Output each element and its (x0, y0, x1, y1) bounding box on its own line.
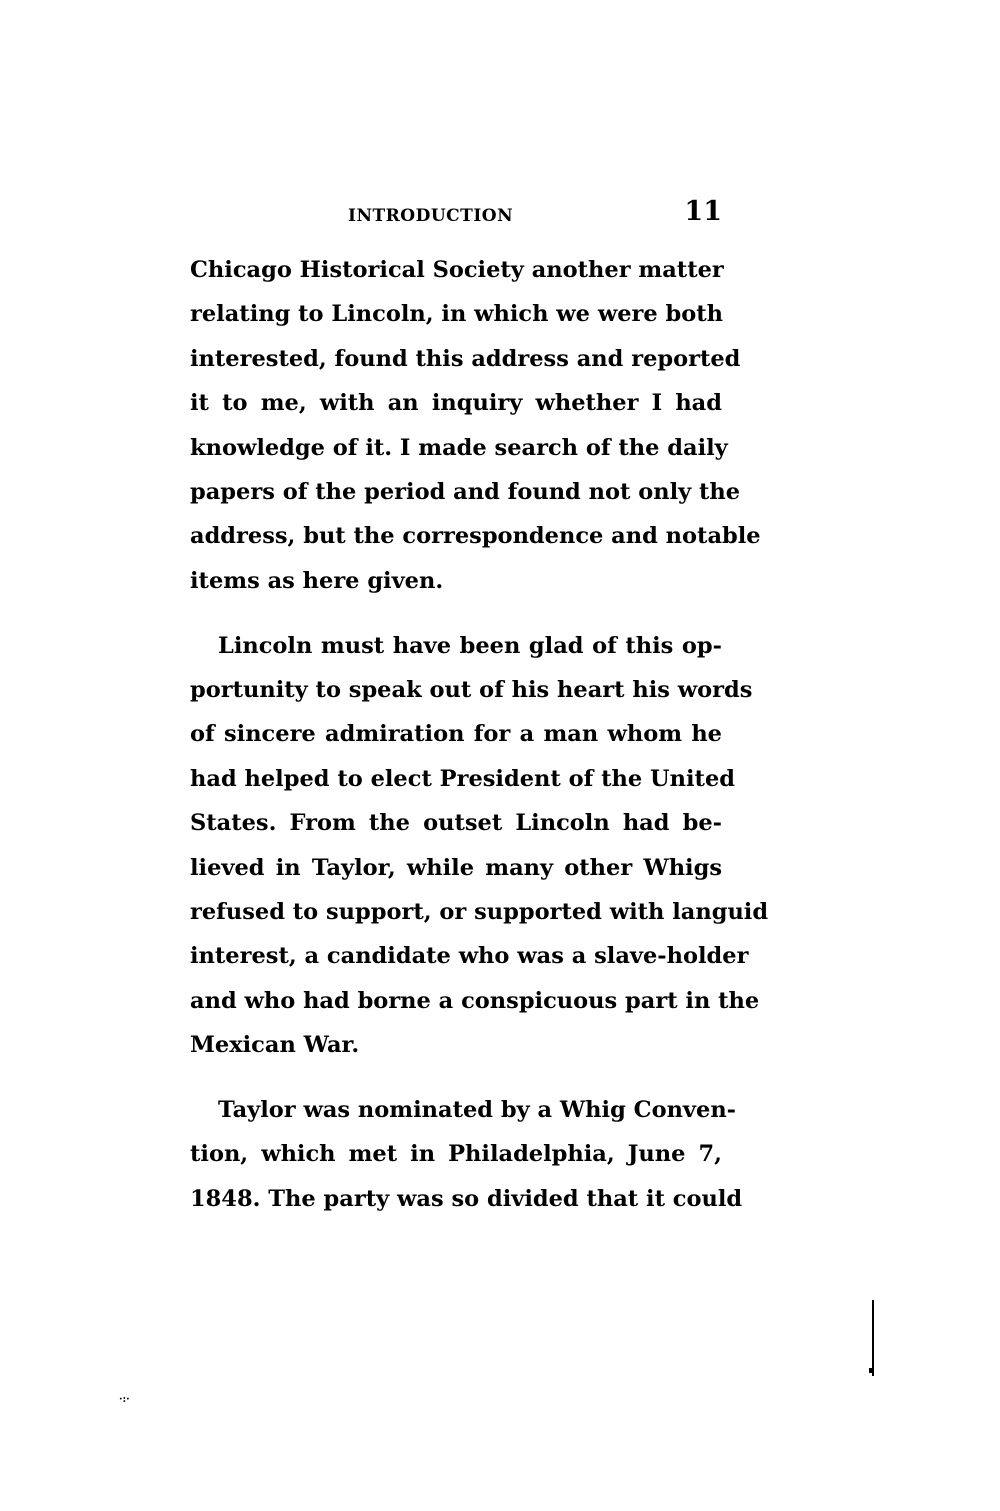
paragraph (190, 248, 761, 603)
text-line: lieved in Taylor, while many other Whigs (190, 854, 722, 881)
text-line: tion, which met in Philadelphia, June 7, (190, 1141, 722, 1168)
paragraph (190, 624, 769, 1068)
text-line: papers of the period and found not only the (190, 478, 741, 505)
page-header (190, 196, 722, 234)
page-body (190, 248, 769, 1242)
text-line: Chicago Historical Society another matter (190, 257, 724, 283)
text-line: had helped to elect President of the United (190, 765, 735, 792)
text-line: 1848. The party was so divided that it could (190, 1185, 743, 1212)
scan-artifact-line (872, 1300, 874, 1376)
scan-artifact-dots: ·:· (119, 1394, 130, 1405)
running-title: INTRODUCTION (348, 206, 514, 226)
text-line: refused to support, or supported with languid (190, 898, 769, 925)
text-line: Lincoln must have been glad of this op- (218, 632, 722, 659)
scan-artifact-mark (869, 1368, 873, 1373)
text-line: items as here given. (190, 567, 444, 594)
text-line: relating to Lincoln, in which we were both (190, 301, 724, 328)
text-line: interested, found this address and reported (190, 345, 741, 372)
text-line: it to me, with an inquiry whether I had (190, 390, 722, 417)
text-line: interest, a candidate who was a slave-holder (190, 943, 749, 970)
text-line: Taylor was nominated by a Whig Conven- (218, 1097, 737, 1124)
text-line: address, but the correspondence and notable (190, 523, 761, 550)
text-line: portunity to speak out of his heart his words (190, 677, 753, 704)
paragraph (190, 1088, 743, 1221)
page-number: 11 (684, 196, 722, 227)
text-line: knowledge of it. I made search of the daily (190, 434, 728, 461)
text-line: States. From the outset Lincoln had be- (190, 810, 722, 837)
text-line: and who had borne a conspicuous part in the (190, 987, 760, 1014)
text-line: of sincere admiration for a man whom he (190, 721, 722, 748)
text-line: Mexican War. (190, 1032, 360, 1059)
